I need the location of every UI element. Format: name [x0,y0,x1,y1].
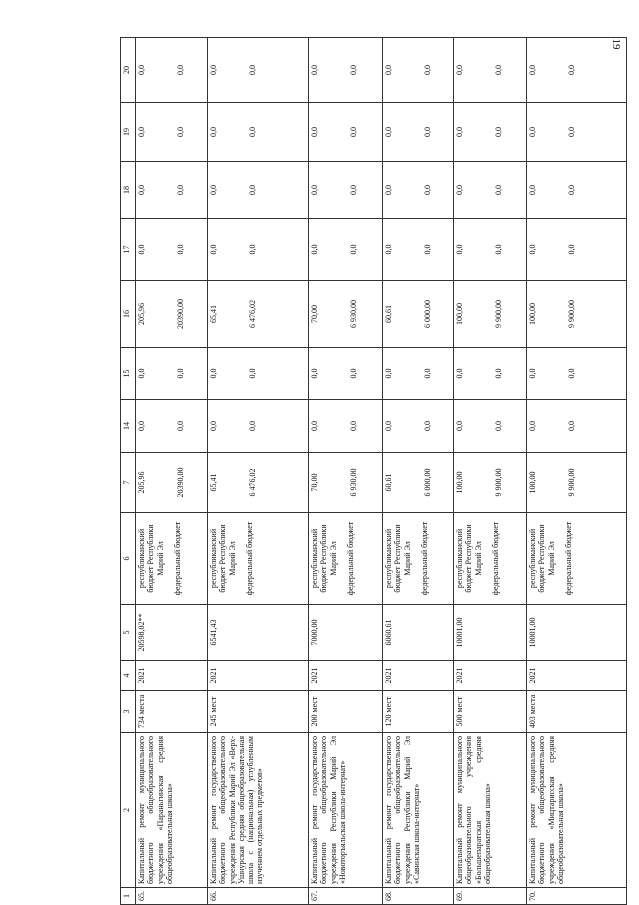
value-cell [208,219,309,281]
value: 0,0 [137,65,146,75]
capacity-cell: 200 мест [309,691,383,733]
value: 6 476,02 [248,468,258,497]
value: 0,0 [384,244,393,255]
value: 6 000,00 [423,300,433,328]
value: 0,0 [423,65,433,75]
funding-source-cell [383,513,454,605]
value: 0,0 [528,421,537,431]
value-cell [383,219,454,281]
value-cell [136,281,208,348]
value-cell [309,281,383,348]
value: 0,0 [176,244,186,255]
header-row [121,38,136,905]
object-name: Капитальный ремонт муниципального общеобразовательного учреждения «Большепаратская средняя общеобразовательная школа» [454,733,527,888]
value-cell [527,453,627,513]
value-cell [309,162,383,219]
value: 0,0 [494,244,504,255]
value-cell [208,453,309,513]
funding-source-cell [527,513,627,605]
value-cell [383,281,454,348]
value-cell [527,38,627,103]
rotated-table-wrapper [120,38,625,905]
header-cell: 4 [121,661,136,691]
value: 0,0 [423,421,433,431]
source-label: федеральный бюджет [345,521,355,596]
value: 0,0 [248,127,258,137]
value: 0,0 [455,244,464,255]
value: 0,0 [248,368,258,379]
value: 0,0 [176,421,186,431]
value: 20390,00 [176,467,186,498]
value-cell [383,453,454,513]
header-cell: 18 [121,162,136,219]
value: 0,0 [567,65,577,75]
value: 0,0 [209,127,218,137]
value-cell [527,400,627,453]
value: 0,0 [209,185,218,195]
value: 0,0 [567,368,577,379]
value-cell [309,219,383,281]
value: 65,41 [209,473,218,492]
value: 20390,00 [176,299,186,329]
value: 9 900,00 [494,468,504,497]
value: 0,0 [384,65,393,75]
value-cell [208,348,309,400]
value: 0,0 [137,368,146,379]
value: 0,0 [494,421,504,431]
value: 0,0 [455,421,464,431]
row-number: 65. [136,888,208,905]
value-cell [309,38,383,103]
value-cell [208,38,309,103]
table-row [527,38,627,905]
capacity-cell: 245 мест [208,691,309,733]
value: 0,0 [384,127,393,137]
value-cell [208,103,309,162]
value-cell [136,400,208,453]
value-cell [454,219,527,281]
page-number: 19 [610,38,622,50]
source-label: федеральный бюджет [490,521,500,596]
value: 0,0 [349,244,359,255]
header-cell: 14 [121,400,136,453]
year-cell: 2021 [383,661,454,691]
header-cell: 17 [121,219,136,281]
value: 0,0 [455,368,464,379]
header-cell: 1 [121,888,136,905]
funding-source-cell [208,513,309,605]
value: 0,0 [137,421,146,431]
source-label: федеральный бюджет [244,521,254,596]
value-cell [136,103,208,162]
value-cell [309,400,383,453]
value: 0,0 [528,127,537,137]
value: 0,0 [494,65,504,75]
value-cell [136,453,208,513]
year-cell: 2021 [309,661,383,691]
value-cell [383,103,454,162]
value-cell [383,400,454,453]
value: 0,0 [176,185,186,195]
row-number: 66. [208,888,309,905]
value: 0,0 [567,185,577,195]
value: 6 930,00 [349,468,359,497]
value: 0,0 [209,421,218,431]
value: 0,0 [310,244,319,255]
value: 0,0 [455,185,464,195]
value-cell [454,38,527,103]
value-cell [527,162,627,219]
cost-cell: 20598,02** [136,605,208,661]
value-cell [309,348,383,400]
value: 0,0 [209,368,218,379]
row-number: 67. [309,888,383,905]
value: 0,0 [248,421,258,431]
source-label: республиканский бюджет Республики Марий Эл [528,524,556,593]
value: 6 476,02 [248,300,258,328]
value: 0,0 [567,421,577,431]
value-cell [136,219,208,281]
value: 0,0 [248,185,258,195]
source-label: федеральный бюджет [172,521,182,596]
capacity-cell: 734 места [136,691,208,733]
cost-cell: 10001,00 [527,605,627,661]
value-cell [383,348,454,400]
object-name: Капитальный ремонт государственного бюджетного общеобразовательного учреждения Республики Марий Эл «Савинская школа-интернат» [383,733,454,888]
value: 0,0 [209,65,218,75]
value: 0,0 [528,65,537,75]
value: 6 930,00 [349,300,359,328]
source-label: республиканский бюджет Республики Марий Эл [137,524,165,593]
header-cell: 5 [121,605,136,661]
object-name: Капитальный ремонт муниципального бюджетного общеобразовательного учреждения «Мицтарисская средняя общеобразовательная школа» [527,733,627,888]
value-cell [454,281,527,348]
value: 0,0 [455,127,464,137]
value: 100,00 [455,471,464,494]
value: 100,00 [455,303,464,325]
cost-cell: 6541,43 [208,605,309,661]
year-cell: 2021 [208,661,309,691]
source-label: республиканский бюджет Республики Марий Эл [384,524,412,593]
header-cell: 15 [121,348,136,400]
value: 6 000,00 [423,468,433,497]
value: 0,0 [349,65,359,75]
source-label: республиканский бюджет Республики Марий Эл [455,524,483,593]
value: 9 900,00 [494,300,504,328]
value: 0,0 [494,127,504,137]
value: 0,0 [137,127,146,137]
value: 0,0 [384,185,393,195]
value-cell [208,281,309,348]
table-row [454,38,527,905]
header-cell: 6 [121,513,136,605]
value: 0,0 [349,421,359,431]
cost-cell: 7000,00 [309,605,383,661]
value: 0,0 [349,127,359,137]
capacity-cell: 500 мест [454,691,527,733]
value-cell [383,38,454,103]
object-name: Капитальный ремонт муниципального бюджетного общеобразовательного учреждения «Параньгинская средняя общеобразовательная школа» [136,733,208,888]
table-row [136,38,208,905]
source-label: федеральный бюджет [419,521,429,596]
value-cell [136,348,208,400]
object-name: Капитальный ремонт государственного бюджетного общеобразовательного учреждения Республики Марий Эл «Новоторъяльская школа-интернат» [309,733,383,888]
table-row [208,38,309,905]
capacity-cell: 403 места [527,691,627,733]
value: 0,0 [384,421,393,431]
value-cell [383,162,454,219]
value: 9 900,00 [567,468,577,497]
row-number: 69. [454,888,527,905]
table-row [383,38,454,905]
value: 0,0 [310,65,319,75]
value: 205,96 [137,303,146,325]
value: 0,0 [248,65,258,75]
value: 0,0 [349,368,359,379]
value: 0,0 [248,244,258,255]
value: 70,00 [310,305,319,323]
value: 60,61 [384,473,393,492]
year-cell: 2021 [527,661,627,691]
value-cell [527,348,627,400]
value: 0,0 [137,244,146,255]
cost-cell: 10001,00 [454,605,527,661]
value: 0,0 [423,244,433,255]
value: 0,0 [349,185,359,195]
value: 0,0 [310,368,319,379]
row-number: 68. [383,888,454,905]
funding-source-cell [309,513,383,605]
header-cell: 7 [121,453,136,513]
cost-cell: 6060,61 [383,605,454,661]
value: 0,0 [528,185,537,195]
value-cell [527,103,627,162]
value-cell [527,281,627,348]
value-cell [454,453,527,513]
value: 0,0 [176,368,186,379]
value: 0,0 [567,127,577,137]
value: 0,0 [455,65,464,75]
year-cell: 2021 [454,661,527,691]
value: 0,0 [310,421,319,431]
source-label: республиканский бюджет Республики Марий Эл [310,524,338,593]
value: 0,0 [494,185,504,195]
value: 100,00 [528,471,537,494]
value-cell [454,400,527,453]
value-cell [454,348,527,400]
value: 0,0 [137,185,146,195]
header-cell: 2 [121,733,136,888]
value-cell [309,103,383,162]
value: 60,61 [384,305,393,323]
value: 0,0 [423,185,433,195]
source-label: республиканский бюджет Республики Марий Эл [209,524,237,593]
value: 0,0 [423,127,433,137]
table-row [309,38,383,905]
capacity-cell: 120 мест [383,691,454,733]
value: 0,0 [528,368,537,379]
value: 0,0 [310,185,319,195]
year-cell: 2021 [136,661,208,691]
value-cell [309,453,383,513]
header-cell: 3 [121,691,136,733]
value: 0,0 [384,368,393,379]
value: 0,0 [209,244,218,255]
header-cell: 16 [121,281,136,348]
value: 0,0 [423,368,433,379]
value-cell [136,38,208,103]
object-name: Капитальный ремонт государственного бюджетного общеобразовательного учреждения Республики Марий Эл «Верх-Ушнурская средняя общеобразовательная школа с (национальная) углубленным изучением отдельных предметов» [208,733,309,888]
value: 100,00 [528,303,537,325]
header-cell: 19 [121,103,136,162]
value: 70,00 [310,473,319,492]
value-cell [454,162,527,219]
value-cell [208,162,309,219]
value: 0,0 [176,127,186,137]
value: 0,0 [567,244,577,255]
source-label: федеральный бюджет [563,521,573,596]
funding-source-cell [136,513,208,605]
value: 9 900,00 [567,300,577,328]
row-number: 70. [527,888,627,905]
value: 0,0 [176,65,186,75]
value: 205,96 [137,471,146,494]
value: 0,0 [310,127,319,137]
value-cell [527,219,627,281]
funding-source-cell [454,513,527,605]
value: 0,0 [528,244,537,255]
value-cell [454,103,527,162]
value-cell [208,400,309,453]
budget-table [120,37,627,905]
value: 65,41 [209,305,218,323]
value-cell [136,162,208,219]
header-cell: 20 [121,38,136,103]
value: 0,0 [494,368,504,379]
